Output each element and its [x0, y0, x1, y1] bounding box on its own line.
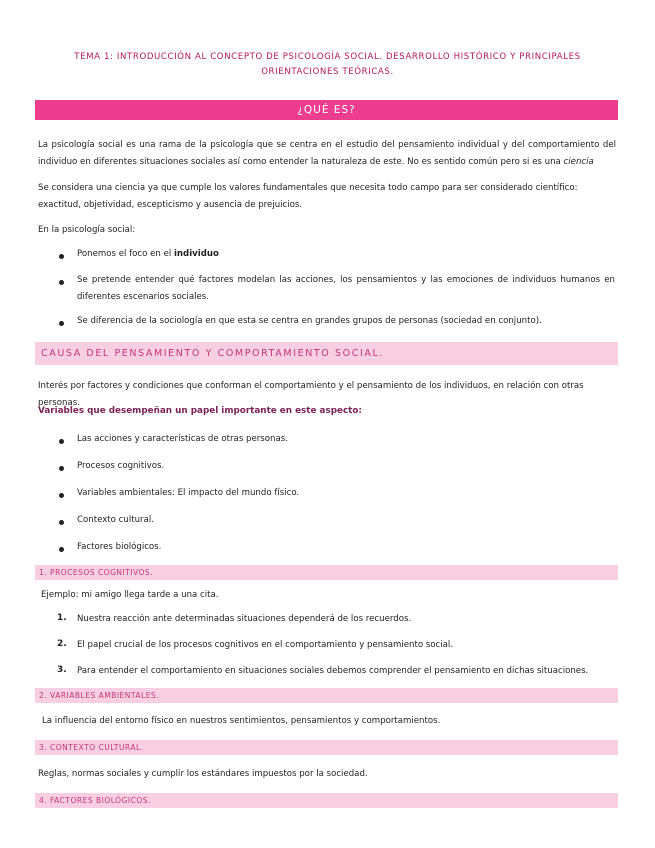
- numbered-item: El papel crucial de los procesos cognitivos en el comportamiento y pensamiento social.: [77, 640, 454, 650]
- bullet-icon: [59, 544, 67, 552]
- list-item: [77, 246, 615, 263]
- list-number: 2.: [57, 639, 67, 649]
- paragraph-definition: [38, 137, 616, 171]
- bullet-icon: [59, 463, 67, 471]
- paragraph-contexto: Reglas, normas sociales y cumplir los estándares impuestos por la sociedad.: [38, 769, 368, 779]
- list-item: Factores biológicos.: [77, 542, 162, 552]
- list-item: Procesos cognitivos.: [77, 461, 165, 471]
- section-heading-causa: CAUSA DEL PENSAMIENTO Y COMPORTAMIENTO SOCIAL.: [35, 342, 618, 365]
- bullet-icon: [59, 318, 67, 326]
- list-item: Contexto cultural.: [77, 515, 154, 525]
- subsection-heading-contexto: 3. CONTEXTO CULTURAL.: [35, 740, 618, 755]
- list-item-bold: individuo: [173, 249, 219, 259]
- list-number: 1.: [57, 613, 67, 623]
- numbered-item: Para entender el comportamiento en situaciones sociales debemos comprender el pensamiento en dichas situaciones.: [77, 666, 589, 676]
- bullet-icon: [59, 277, 67, 285]
- paragraph-science: Se considera una ciencia ya que cumple los valores fundamentales que necesita todo campo para ser considerado científico: exactitud, objetividad, escepticismo y ausencia de prejuicios.: [38, 183, 578, 210]
- numbered-item: Nuestra reacción ante determinadas situaciones dependerá de los recuerdos.: [77, 614, 412, 624]
- bullet-icon: [59, 436, 67, 444]
- subheading-variables: Variables que desempeñan un papel importante en este aspecto:: [38, 406, 362, 416]
- section-heading-que-es: ¿QUÉ ES?: [35, 100, 618, 120]
- list-item-text: Ponemos el foco en el: [77, 249, 174, 259]
- list-item: Variables ambientales: El impacto del mundo físico.: [77, 488, 300, 498]
- list-number: 3.: [57, 665, 67, 675]
- paragraph-example: Ejemplo: mi amigo llega tarde a una cita.: [41, 590, 219, 600]
- bullet-icon: [59, 251, 67, 259]
- subsection-heading-biologicos: 4. FACTORES BIOLÓGICOS.: [35, 793, 618, 808]
- bullet-icon: [59, 517, 67, 525]
- page-title: TEMA 1: INTRODUCCIÓN AL CONCEPTO DE PSICOLOGÍA SOCIAL. DESARROLLO HISTÓRICO Y PRINCIPALES ORIENTACIONES TEÓRICAS.: [74, 52, 581, 77]
- paragraph-ambientales: La influencia del entorno físico en nuestros sentimientos, pensamientos y comportamientos.: [42, 716, 441, 726]
- paragraph-definition-italic: ciencia: [563, 157, 594, 167]
- paragraph-interest: Interés por factores y condiciones que conforman el comportamiento y el pensamiento de los individuos, en relación con otras personas.: [38, 381, 584, 408]
- list-item: Se pretende entender qué factores modelan las acciones, los pensamientos y las emociones de individuos humanos en diferentes escenarios sociales.: [77, 275, 615, 302]
- bullet-icon: [59, 490, 67, 498]
- paragraph-definition-text: La psicología social es una rama de la psicología que se centra en el estudio del pensamiento individual y del comportamiento del individuo en diferentes situaciones sociales así como entender la naturaleza de este. No es sentido común pero si es una: [38, 140, 616, 167]
- paragraph-intro-list: En la psicología social:: [38, 225, 136, 235]
- list-item: Se diferencia de la sociología en que esta se centra en grandes grupos de personas (sociedad en conjunto).: [77, 316, 542, 326]
- list-item: Las acciones y características de otras personas.: [77, 434, 288, 444]
- subsection-heading-ambientales: 2. VARIABLES AMBIENTALES.: [35, 688, 618, 703]
- subsection-heading-procesos: 1. PROCESOS COGNITIVOS.: [35, 565, 618, 580]
